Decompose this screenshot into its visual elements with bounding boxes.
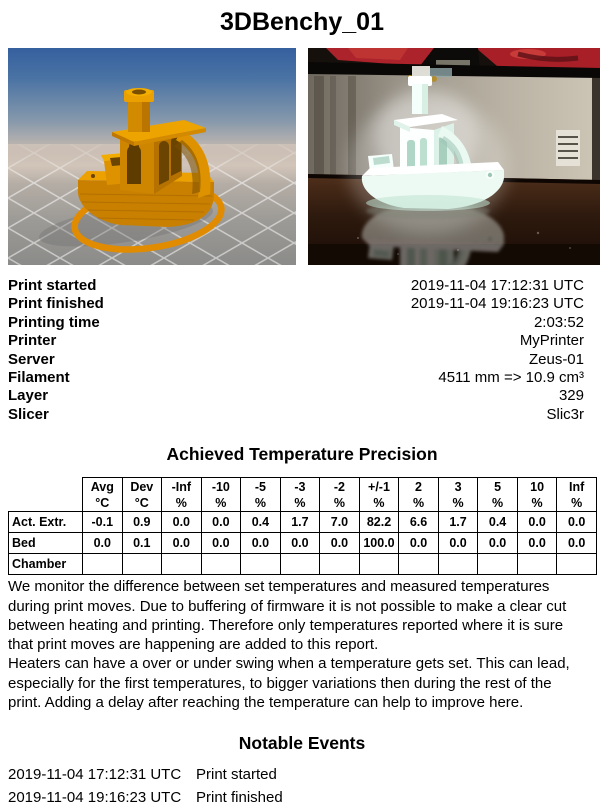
cell: 0.0 bbox=[83, 533, 123, 554]
cell: 6.6 bbox=[399, 512, 439, 533]
cell: 0.1 bbox=[122, 533, 162, 554]
cell: 0.0 bbox=[201, 533, 241, 554]
cell bbox=[83, 554, 123, 575]
col-header: -2 % bbox=[320, 478, 360, 512]
table-row-chamber bbox=[9, 554, 597, 575]
cell bbox=[557, 554, 597, 575]
detail-row-slicer bbox=[8, 406, 584, 424]
cell: 7.0 bbox=[320, 512, 360, 533]
temperature-section-title: Achieved Temperature Precision bbox=[166, 444, 438, 465]
col-header: Dev °C bbox=[122, 478, 162, 512]
table-header-row bbox=[9, 478, 597, 512]
cell: 0.0 bbox=[517, 512, 557, 533]
cell: -0.1 bbox=[83, 512, 123, 533]
cell bbox=[438, 554, 478, 575]
row-label: Chamber bbox=[9, 554, 83, 575]
col-header: Inf % bbox=[557, 478, 597, 512]
temperature-precision-table bbox=[8, 477, 597, 575]
col-header: -10 % bbox=[201, 478, 241, 512]
detail-label: Printing time bbox=[8, 313, 100, 331]
event-label: Print finished bbox=[196, 788, 283, 806]
detail-value: 329 bbox=[558, 387, 584, 405]
benchy-render-figure bbox=[8, 48, 296, 265]
cell: 0.0 bbox=[320, 533, 360, 554]
detail-value: 2:03:52 bbox=[533, 313, 584, 331]
cell: 0.0 bbox=[557, 512, 597, 533]
cell bbox=[162, 554, 202, 575]
detail-value: 4511 mm => 10.9 cm³ bbox=[438, 369, 584, 387]
cell bbox=[241, 554, 281, 575]
cell: 0.0 bbox=[162, 512, 202, 533]
cell bbox=[399, 554, 439, 575]
col-header: 2 % bbox=[399, 478, 439, 512]
cell: 0.0 bbox=[280, 533, 320, 554]
detail-value: MyPrinter bbox=[519, 332, 584, 350]
page-title: 3DBenchy_01 bbox=[220, 8, 384, 36]
cell bbox=[517, 554, 557, 575]
detail-row-print-started bbox=[8, 277, 584, 295]
cell bbox=[478, 554, 518, 575]
detail-value: Slic3r bbox=[546, 405, 584, 423]
col-header: -3 % bbox=[280, 478, 320, 512]
cell: 0.0 bbox=[557, 533, 597, 554]
detail-label: Printer bbox=[8, 332, 57, 350]
cell bbox=[320, 554, 360, 575]
cell: 0.0 bbox=[162, 533, 202, 554]
col-header: Avg °C bbox=[83, 478, 123, 512]
detail-row-printer bbox=[8, 332, 584, 350]
cell: 0.0 bbox=[517, 533, 557, 554]
detail-label: Filament bbox=[8, 369, 70, 387]
detail-label: Slicer bbox=[8, 405, 49, 423]
cell bbox=[280, 554, 320, 575]
detail-label: Server bbox=[8, 350, 55, 368]
cell: 1.7 bbox=[280, 512, 320, 533]
cell: 1.7 bbox=[438, 512, 478, 533]
cell: 0.9 bbox=[122, 512, 162, 533]
detail-label: Layer bbox=[8, 387, 49, 405]
detail-label: Print finished bbox=[8, 295, 104, 313]
events-section-title: Notable Events bbox=[238, 733, 366, 754]
print-photo-figure bbox=[308, 48, 600, 265]
print-photo-image bbox=[308, 48, 600, 265]
notable-events-list bbox=[0, 764, 604, 809]
temperature-description bbox=[0, 577, 604, 712]
detail-value: Zeus-01 bbox=[528, 350, 584, 368]
event-time: 2019-11-04 19:16:23 UTC bbox=[8, 788, 182, 806]
table-row-act-extr bbox=[9, 512, 597, 533]
table-row-bed bbox=[9, 533, 597, 554]
col-header: 3 % bbox=[438, 478, 478, 512]
detail-label: Print started bbox=[8, 277, 97, 294]
cell bbox=[201, 554, 241, 575]
cell bbox=[359, 554, 399, 575]
preview-images-row bbox=[0, 48, 604, 265]
detail-row-layer bbox=[8, 387, 584, 405]
col-header: 5 % bbox=[478, 478, 518, 512]
col-header: 10 % bbox=[517, 478, 557, 512]
cell bbox=[122, 554, 162, 575]
col-header: -5 % bbox=[241, 478, 281, 512]
print-details bbox=[0, 277, 604, 424]
detail-row-filament bbox=[8, 369, 584, 387]
event-row-print-finished bbox=[8, 787, 596, 810]
col-header: -Inf % bbox=[162, 478, 202, 512]
event-label: Print started bbox=[196, 766, 277, 784]
description-paragraph-2: Heaters can have a over or under swing when a temperature gets set. This can lead, especially for the first temperatures, to bigger variations then during the rest of the print. Adding a delay after reaching the temperature can help to improve here. bbox=[8, 655, 570, 712]
col-header: +/-1 % bbox=[359, 478, 399, 512]
detail-row-server bbox=[8, 351, 584, 369]
row-label: Act. Extr. bbox=[9, 512, 83, 533]
detail-value: 2019-11-04 17:12:31 UTC bbox=[410, 277, 584, 294]
cell: 0.4 bbox=[478, 512, 518, 533]
cell: 100.0 bbox=[359, 533, 399, 554]
event-time: 2019-11-04 17:12:31 UTC bbox=[8, 766, 182, 784]
cell: 0.0 bbox=[478, 533, 518, 554]
detail-row-printing-time bbox=[8, 314, 584, 332]
table-corner-cell bbox=[9, 478, 83, 512]
detail-value: 2019-11-04 19:16:23 UTC bbox=[410, 295, 584, 313]
description-paragraph-1: We monitor the difference between set temperatures and measured temperatures during print moves. Due to buffering of firmware it is not possible to make a clear cut between heating and printing. Therefore only temperatures reported where it is sure that print moves are happening are added to this report. bbox=[8, 578, 567, 654]
event-row-print-started bbox=[8, 764, 596, 787]
benchy-render-image bbox=[8, 48, 296, 265]
cell: 0.0 bbox=[399, 533, 439, 554]
cell: 82.2 bbox=[359, 512, 399, 533]
cell: 0.0 bbox=[438, 533, 478, 554]
cell: 0.0 bbox=[201, 512, 241, 533]
detail-row-print-finished bbox=[8, 295, 584, 313]
cell: 0.4 bbox=[241, 512, 281, 533]
cell: 0.0 bbox=[241, 533, 281, 554]
row-label: Bed bbox=[9, 533, 83, 554]
